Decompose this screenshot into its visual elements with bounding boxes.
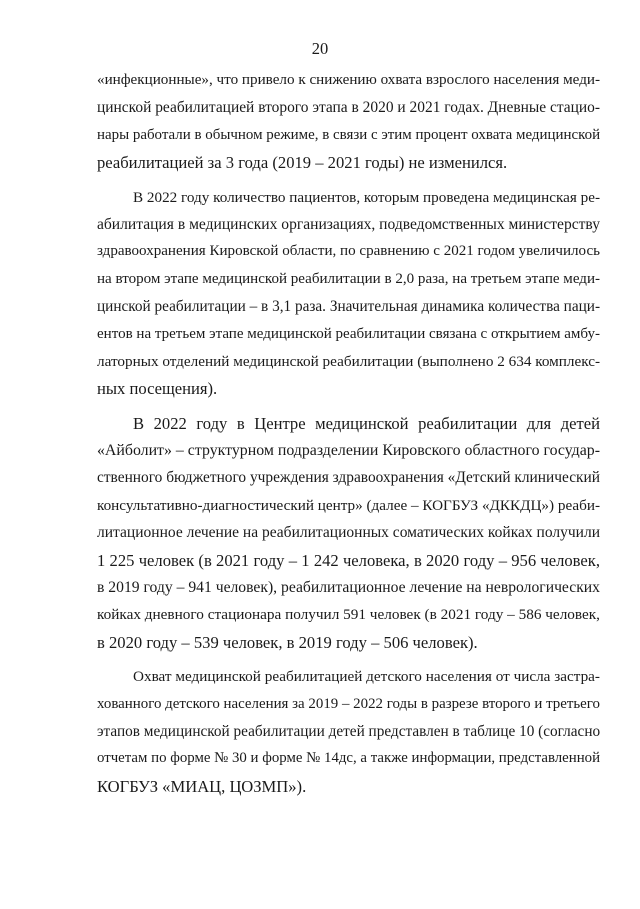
text-line: КОГБУЗ «МИАЦ, ЦОЗМП»). xyxy=(97,776,307,796)
text-line: литационное лечение на реабилитационных соматических койках получили xyxy=(97,524,601,542)
text-line: этапов медицинской реабилитации детей представлен в таблице 10 (согласно xyxy=(97,722,601,740)
text-line: отчетам по форме № 30 и форме № 14дс, а также информации, представленной xyxy=(97,750,601,767)
text-line: латорных отделений медицинской реабилитации (выполнено 2 634 комплекс- xyxy=(97,352,601,370)
text-line: койках дневного стационара получил 591 человек (в 2021 году – 586 человек, xyxy=(97,606,600,624)
document-body xyxy=(97,67,600,800)
text-line: консультативно-диагностический центр» (далее – КОГБУЗ «ДККДЦ») реаби- xyxy=(97,496,600,514)
text-line: 1 225 человек (в 2021 году – 1 242 человека, в 2020 году – 956 человек, xyxy=(97,550,600,570)
page-number: 20 xyxy=(311,39,329,58)
text-line: абилитация в медицинских организациях, подведомственных министерству xyxy=(97,215,600,233)
text-line: здравоохранения Кировской области, по сравнению с 2021 годом увеличилось xyxy=(97,243,600,260)
text-line: «Айболит» – структурном подразделении Кировского областного государ- xyxy=(97,442,600,460)
paragraph xyxy=(97,184,600,403)
text-line: в 2019 году – 941 человек), реабилитационное лечение на неврологических xyxy=(97,579,600,597)
text-line: реабилитацией за 3 года (2019 – 2021 годы) не изменился. xyxy=(97,153,508,173)
text-line: В 2022 году в Центре медицинской реабилитации для детей xyxy=(133,413,600,433)
text-line: цинской реабилитацией второго этапа в 2020 и 2021 годах. Дневные стацио- xyxy=(97,99,600,117)
text-line: Охват медицинской реабилитацией детского населения от числа застра- xyxy=(133,668,600,686)
text-line: нары работали в обычном режиме, в связи с этим процент охвата медицинской xyxy=(97,126,601,143)
text-line: ентов на третьем этапе медицинской реабилитации связана с открытием амбу- xyxy=(97,325,600,342)
text-line: ственного бюджетного учреждения здравоохранения «Детский клинический xyxy=(97,469,601,487)
text-line: в 2020 году – 539 человек, в 2019 году – 506 человек). xyxy=(97,632,478,652)
text-line: ных посещения). xyxy=(97,379,218,399)
text-line: хованного детского населения за 2019 – 2022 годы в разрезе второго и третьего xyxy=(97,695,600,712)
paragraph xyxy=(97,663,600,800)
paragraph xyxy=(97,410,600,657)
text-line: «инфекционные», что привело к снижению охвата взрослого населения меди- xyxy=(97,72,601,88)
paragraph xyxy=(97,67,600,177)
text-line: В 2022 году количество пациентов, которым проведена медицинская ре- xyxy=(133,188,600,206)
text-line: цинской реабилитации – в 3,1 раза. Значительная динамика количества паци- xyxy=(97,298,601,316)
text-line: на втором этапе медицинской реабилитации в 2,0 раза, на третьем этапе меди- xyxy=(97,270,601,287)
